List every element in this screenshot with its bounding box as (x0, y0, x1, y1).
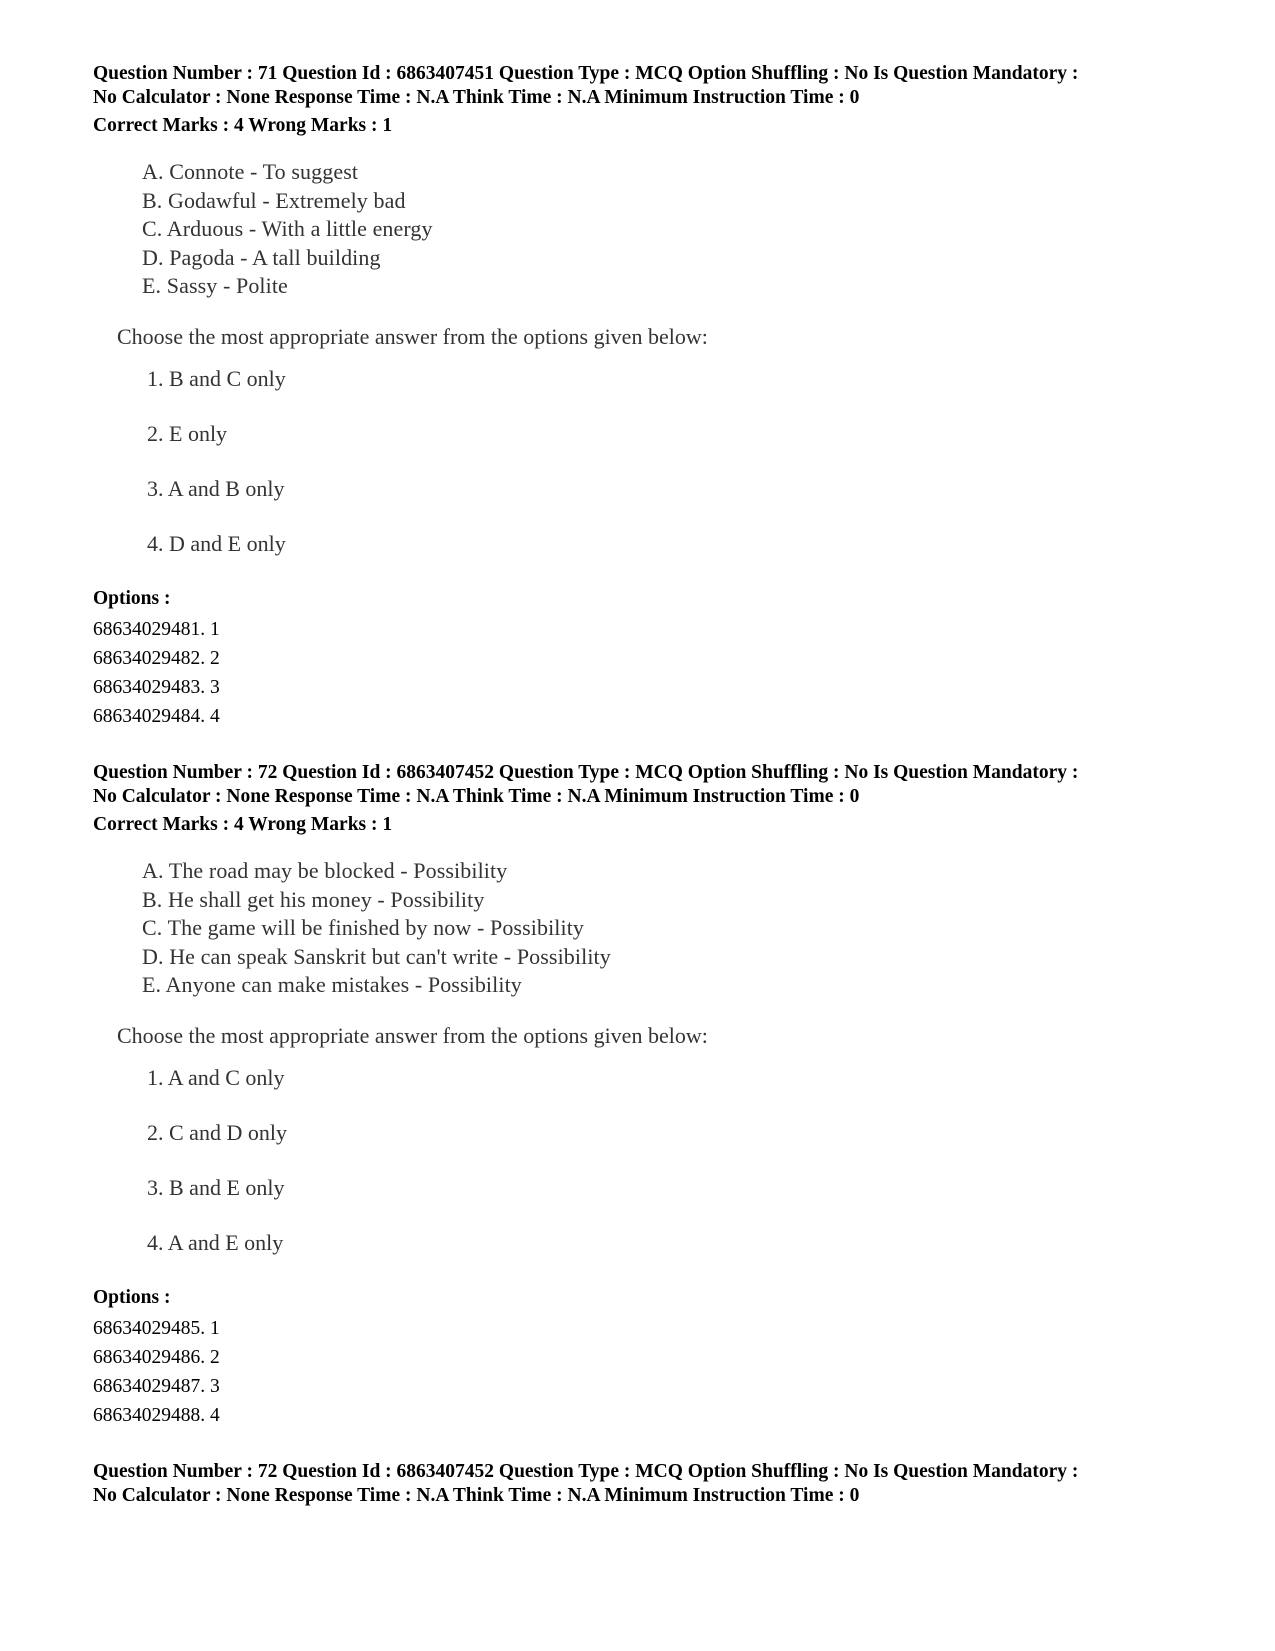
statement-item: D. Pagoda - A tall building (142, 244, 381, 270)
question-meta-line1: Question Number : 72 Question Id : 6863407452 Question Type : MCQ Option Shuffling : No Is Question Mandatory : (93, 762, 1079, 783)
answer-choice: 4. A and E only (147, 1229, 284, 1255)
statement-item: D. He can speak Sanskrit but can't write - Possibility (142, 943, 611, 969)
question-block-71 (93, 62, 1203, 731)
option-id-list (93, 1314, 1203, 1430)
question-prompt: Choose the most appropriate answer from the options given below: (117, 1022, 708, 1048)
answer-choice: 1. A and C only (147, 1064, 285, 1090)
question-meta-line1: Question Number : 72 Question Id : 6863407452 Question Type : MCQ Option Shuffling : No Is Question Mandatory : (93, 1461, 1079, 1482)
statement-item: A. Connote - To suggest (142, 159, 359, 184)
answer-choice: 2. C and D only (147, 1119, 287, 1145)
question-meta-line1: Question Number : 71 Question Id : 6863407451 Question Type : MCQ Option Shuffling : No Is Question Mandatory : (93, 63, 1079, 84)
question-meta-line2: No Calculator : None Response Time : N.A Think Time : N.A Minimum Instruction Time : 0 (93, 786, 860, 807)
option-id-item: 68634029488. 4 (93, 1404, 220, 1426)
question-prompt: Choose the most appropriate answer from the options given below: (117, 323, 708, 349)
answer-choice-list (147, 1064, 1203, 1284)
question-meta-line2: No Calculator : None Response Time : N.A Think Time : N.A Minimum Instruction Time : 0 (93, 87, 860, 108)
question-marks: Correct Marks : 4 Wrong Marks : 1 (93, 814, 393, 835)
answer-choice: 3. A and B only (147, 475, 285, 501)
statement-list (142, 857, 1203, 1000)
option-id-item: 68634029487. 3 (93, 1375, 220, 1397)
statement-item: C. Arduous - With a little energy (142, 216, 433, 241)
option-id-item: 68634029482. 2 (93, 647, 220, 669)
option-id-item: 68634029485. 1 (93, 1317, 220, 1339)
option-id-item: 68634029483. 3 (93, 676, 220, 698)
answer-choice: 1. B and C only (147, 365, 286, 391)
options-heading: Options : (93, 1286, 171, 1308)
statement-item: B. He shall get his money - Possibility (142, 886, 485, 912)
statement-item: A. The road may be blocked - Possibility (142, 858, 508, 883)
option-id-list (93, 615, 1203, 731)
statement-item: B. Godawful - Extremely bad (142, 187, 406, 213)
statement-item: E. Anyone can make mistakes - Possibility (142, 972, 522, 997)
answer-choice: 2. E only (147, 420, 228, 446)
option-id-item: 68634029484. 4 (93, 705, 220, 727)
answer-choice: 3. B and E only (147, 1174, 285, 1200)
statement-item: C. The game will be finished by now - Possibility (142, 915, 585, 940)
question-block-72 (93, 761, 1203, 1430)
options-heading: Options : (93, 587, 171, 609)
answer-choice: 4. D and E only (147, 530, 286, 556)
answer-choice-list (147, 365, 1203, 585)
question-block-footer (93, 1460, 1203, 1508)
statement-list (142, 158, 1203, 301)
statement-item: E. Sassy - Polite (142, 273, 288, 298)
option-id-item: 68634029486. 2 (93, 1346, 220, 1368)
question-meta-line2: No Calculator : None Response Time : N.A Think Time : N.A Minimum Instruction Time : 0 (93, 1485, 860, 1506)
question-marks: Correct Marks : 4 Wrong Marks : 1 (93, 115, 393, 136)
option-id-item: 68634029481. 1 (93, 618, 220, 640)
